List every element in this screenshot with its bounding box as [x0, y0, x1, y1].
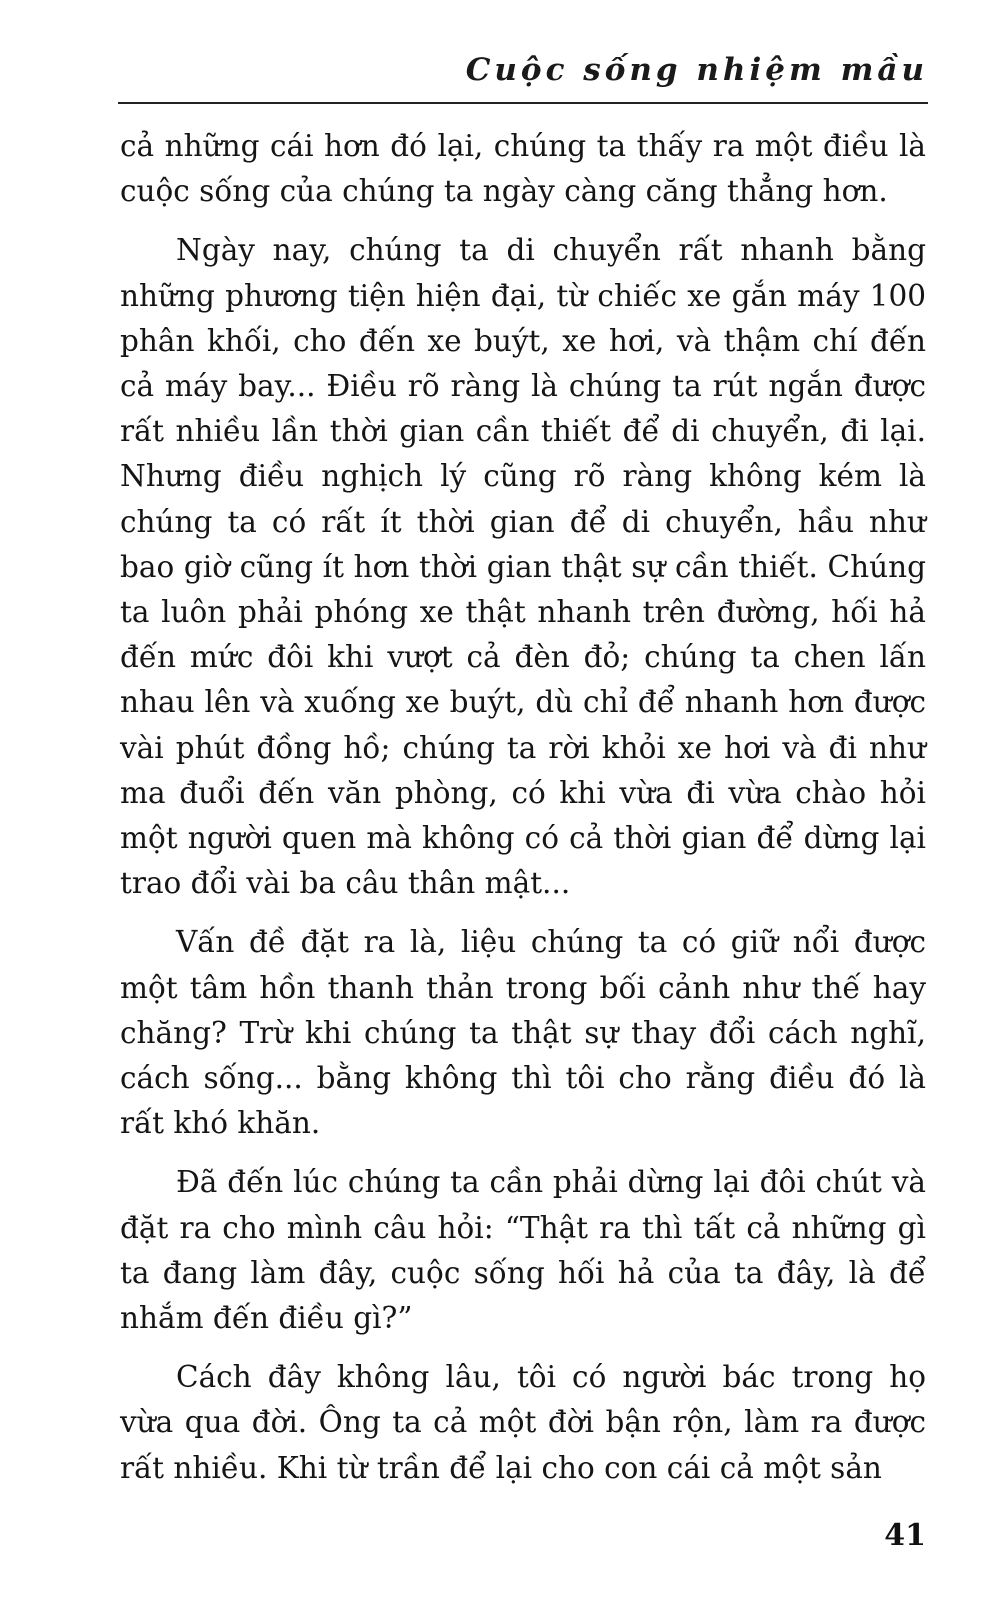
- header-divider: [118, 102, 928, 104]
- paragraph-continuation: cả những cái hơn đó lại, chúng ta thấy ra một điều là cuộc sống của chúng ta ngày càng căng thẳng hơn.: [120, 129, 926, 209]
- running-header-title: Cuộc sống nhiệm mầu: [465, 52, 928, 88]
- body-text: [120, 124, 926, 1505]
- paragraph: Vấn đề đặt ra là, liệu chúng ta có giữ nổi được một tâm hồn thanh thản trong bối cảnh như thế hay chăng? Trừ khi chúng ta thật sự thay đổi cách nghĩ, cách sống... bằng không thì tôi cho rằng điều đó là rất khó khăn.: [120, 925, 926, 1141]
- paragraph: Ngày nay, chúng ta di chuyển rất nhanh bằng những phương tiện hiện đại, từ chiếc xe gắn máy 100 phân khối, cho đến xe buýt, xe hơi, và thậm chí đến cả máy bay... Điều rõ ràng là chúng ta rút ngắn được rất nhiều lần thời gian cần thiết để di chuyển, đi lại. Nhưng điều nghịch lý cũng rõ ràng không kém là chúng ta có rất ít thời gian để di chuyển, hầu như bao giờ cũng ít hơn thời gian thật sự cần thiết. Chúng ta luôn phải phóng xe thật nhanh trên đường, hối hả đến mức đôi khi vượt cả đèn đỏ; chúng ta chen lấn nhau lên và xuống xe buýt, dù chỉ để nhanh hơn được vài phút đồng hồ; chúng ta rời khỏi xe hơi và đi như ma đuổi đến văn phòng, có khi vừa đi vừa chào hỏi một người quen mà không có cả thời gian để dừng lại trao đổi vài ba câu thân mật...: [120, 233, 926, 901]
- paragraph: Đã đến lúc chúng ta cần phải dừng lại đôi chút và đặt ra cho mình câu hỏi: “Thật ra thì tất cả những gì ta đang làm đây, cuộc sống hối hả của ta đây, là để nhắm đến điều gì?”: [120, 1165, 926, 1336]
- paragraph: Cách đây không lâu, tôi có người bác trong họ vừa qua đời. Ông ta cả một đời bận rộn, làm ra được rất nhiều. Khi từ trần để lại cho con cái cả một sản: [120, 1360, 926, 1485]
- page-number: 41: [884, 1518, 926, 1553]
